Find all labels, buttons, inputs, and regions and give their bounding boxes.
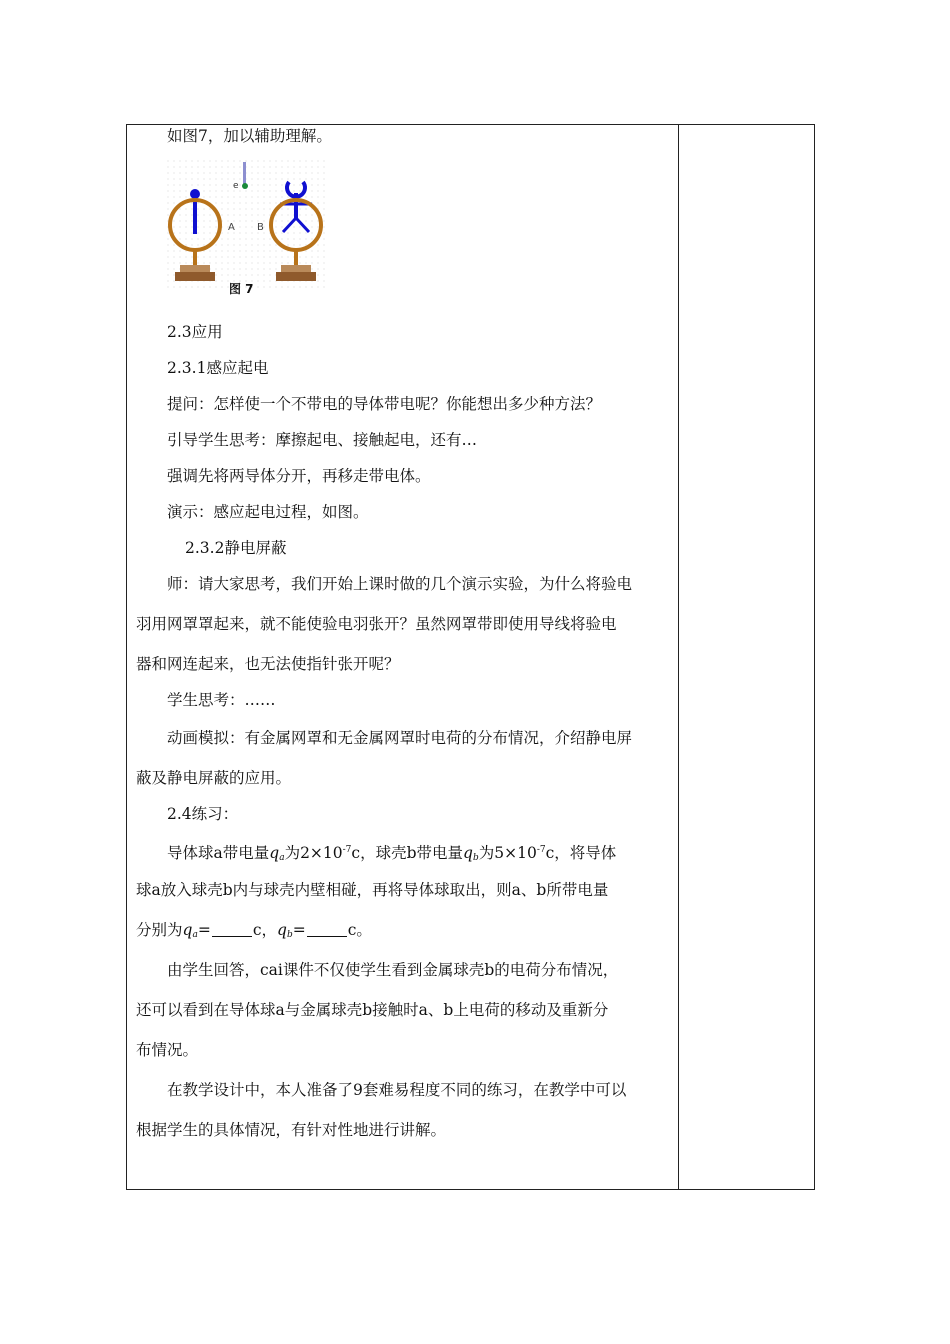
exponent: -7: [342, 845, 352, 855]
label-a: A: [228, 222, 235, 233]
text-line: 如图7，加以辅助理解。: [167, 127, 332, 145]
section-heading: 2.3应用: [167, 323, 223, 341]
charge-symbol: q: [182, 921, 193, 939]
text-line: 师：请大家思考，我们开始上课时做的几个演示实验，为什么将验电: [167, 575, 633, 593]
text-line: 引导学生思考：摩擦起电、接触起电，还有…: [167, 431, 478, 449]
charge-subscript: a: [279, 853, 285, 863]
exercise-text: c。: [347, 921, 372, 939]
electroscope-diagram: [167, 160, 327, 290]
figure-7: [167, 160, 327, 290]
exercise-text: c，球壳b带电量: [351, 844, 464, 862]
exercise-text: =: [292, 921, 306, 939]
exercise-text: 为5×10: [478, 844, 537, 862]
answer-blank-b: [307, 922, 347, 937]
charge-subscript: b: [286, 930, 293, 940]
exercise-line-3: [136, 920, 372, 945]
label-e: e: [233, 181, 239, 191]
exercise-line-1: [167, 840, 616, 868]
exponent: -7: [536, 845, 546, 855]
text-line: 在教学设计中，本人准备了9套难易程度不同的练习，在教学中可以: [167, 1081, 627, 1099]
charge-symbol: q: [277, 921, 287, 939]
text-line: 由学生回答，cai课件不仅使学生看到金属球壳b的电荷分布情况，: [167, 961, 619, 979]
charge-symbol: q: [269, 844, 280, 862]
figure-caption: 图 7: [229, 282, 254, 296]
label-b: B: [257, 222, 264, 233]
exercise-text: 分别为: [136, 921, 183, 939]
text-line: 羽用网罩罩起来，就不能使验电羽张开？虽然网罩带即使用导线将验电: [136, 615, 617, 633]
text-line: 演示：感应起电过程，如图。: [167, 503, 369, 521]
exercise-text: c，将导体: [545, 844, 617, 862]
charge-subscript: a: [192, 930, 198, 940]
text-line: 布情况。: [136, 1041, 199, 1059]
text-line: 学生思考：……: [167, 691, 276, 709]
text-line: 还可以看到在导体球a与金属球壳b接触时a、b上电荷的移动及重新分: [136, 1001, 609, 1019]
exercise-text: 为2×10: [284, 844, 343, 862]
answer-blank-a: [212, 922, 252, 937]
text-line: 提问：怎样使一个不带电的导体带电呢？你能想出多少种方法？: [167, 395, 602, 413]
exercise-text: =: [197, 921, 211, 939]
charge-subscript: b: [472, 853, 479, 863]
text-line: 动画模拟：有金属网罩和无金属网罩时电荷的分布情况，介绍静电屏: [167, 729, 633, 747]
subsection-heading: 2.3.1感应起电: [167, 359, 269, 377]
column-divider: [678, 124, 679, 1190]
text-line: 根据学生的具体情况，有针对性地进行讲解。: [136, 1121, 447, 1139]
exercise-text: c，: [252, 921, 278, 939]
text-line: 蔽及静电屏蔽的应用。: [136, 769, 292, 787]
text-line: 球a放入球壳b内与球壳内壁相碰，再将导体球取出，则a、b所带电量: [136, 881, 609, 899]
subsection-heading: 2.3.2静电屏蔽: [185, 539, 287, 557]
charge-symbol: q: [463, 844, 473, 862]
exercise-text: 导体球a带电量: [167, 844, 270, 862]
text-line: 器和网连起来，也无法使指针张开呢？: [136, 655, 400, 673]
section-heading: 2.4练习：: [167, 805, 239, 823]
text-line: 强调先将两导体分开，再移走带电体。: [167, 467, 431, 485]
